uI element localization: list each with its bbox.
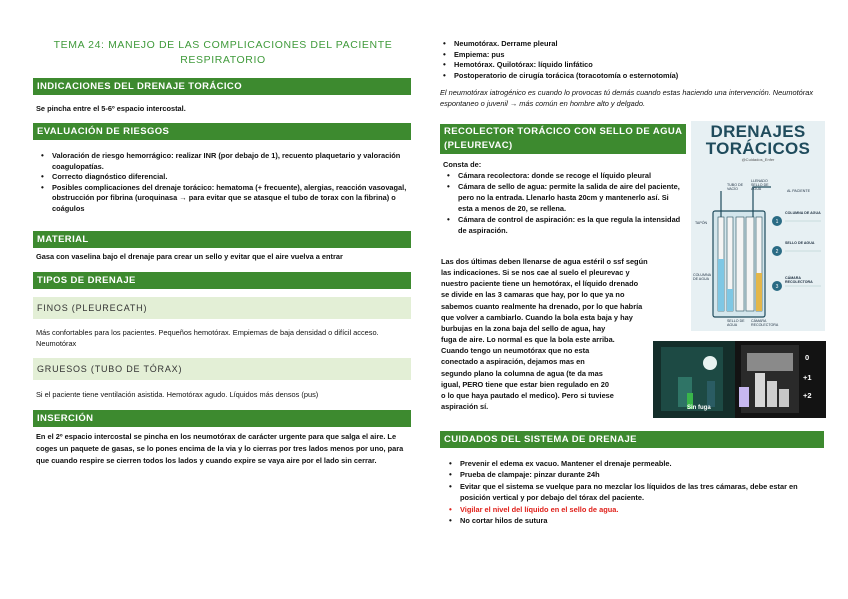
section-heading-recolector: RECOLECTOR TORÁCICO CON SELLO DE AGUA (PLEUREVAC) bbox=[440, 124, 686, 154]
section-heading-tipos: TIPOS DE DRENAJE bbox=[33, 272, 411, 289]
label-llenado-sello: LLENADO SELLO DE AGUA bbox=[751, 179, 769, 192]
cuidados-list bbox=[446, 458, 820, 526]
list-item: • Valoración de riesgo hemorrágico: realizar INR (por debajo de 1), recuento plaquetario y valoración coagulopatías. bbox=[38, 151, 408, 172]
scale-label-plus2: +2 bbox=[803, 391, 812, 400]
pleurevac-diagram bbox=[691, 121, 825, 331]
list-item: • Neumotórax. Derrame pleural bbox=[440, 39, 820, 50]
section-heading-riesgos: EVALUACIÓN DE RIESGOS bbox=[33, 123, 411, 140]
text-line: las indicaciones. Si se nos cae al suelo el pleurevac y bbox=[441, 268, 630, 278]
neumotorax-note: El neumotórax iatrogénico es cuando lo provocas tú demás cuando estas haciendo una intervención. Neumotórax espontaneo o juvenil → más común en hombre alto y delgado. bbox=[440, 88, 814, 108]
text-line: segundo plano la columna de agua (te da mas bbox=[441, 368, 603, 378]
pleurevac-photo bbox=[653, 341, 737, 418]
collector-chamber-1 bbox=[736, 217, 744, 311]
indicaciones-text: Se pincha entre el 5-6º espacio intercostal. bbox=[36, 104, 186, 113]
svg-text:1: 1 bbox=[775, 219, 779, 225]
camaras-list bbox=[444, 170, 684, 237]
list-item: • Cámara de sello de agua: permite la salida de aire del paciente, pero no la entrada. Llenarlo hasta 20cm y mantenerlo así. Si esta a menos de 20, se rellena. bbox=[444, 181, 684, 214]
list-item: • Empiema: pus bbox=[440, 50, 820, 61]
photo-caption: Sin fuga bbox=[687, 405, 711, 411]
text-line: nuestro paciente tiene un hemotórax, el líquido drenado bbox=[441, 279, 639, 289]
step-1-label: COLUMNA DE AGUA bbox=[785, 211, 821, 215]
label-tapon: TAPÓN bbox=[695, 221, 708, 225]
gruesos-text: Si el paciente tiene ventilación asistida. Hemotórax agudo. Líquidos más densos (pus) bbox=[36, 390, 319, 399]
text-line: Las dos últimas deben llenarse de agua estéril o ssf según bbox=[441, 257, 648, 266]
label-camara-recolectora: CÁMARA RECOLECTORA bbox=[751, 319, 779, 328]
text-line: conectado a aspiración, dejamos mas en bbox=[441, 357, 585, 367]
infographic-title-line1: DRENAJES bbox=[710, 122, 806, 141]
infographic-subtitle: @Cuidados_Enfer bbox=[741, 157, 775, 162]
list-item: • Cámara de control de aspiración: es la que regula la intensidad de aspiración. bbox=[444, 214, 684, 236]
seal-water bbox=[727, 289, 733, 311]
column-water bbox=[718, 259, 724, 311]
list-item: • Prevenir el edema ex vacuo. Mantener el drenaje permeable. bbox=[446, 458, 820, 469]
drenajes-toracicos-infographic bbox=[691, 121, 825, 331]
svg-text:2: 2 bbox=[775, 249, 779, 255]
riesgos-list bbox=[38, 151, 408, 215]
text-line: aspiración sí. bbox=[441, 402, 489, 412]
page-title: TEMA 24: MANEJO DE LAS COMPLICACIONES DEL PACIENTE RESPIRATORIO bbox=[53, 39, 393, 66]
text-line: Cuando tengo un neumotórax que no esta bbox=[441, 346, 590, 356]
label-sello-agua: SELLO DE AGUA bbox=[727, 319, 745, 328]
water-seal-photo bbox=[735, 341, 826, 418]
photo-dial bbox=[703, 356, 717, 370]
insercion-text: En el 2º espacio intercostal se pincha en los neumotórax de carácter urgente para que salga el aire. Le coges un paquete de gasas, se lo pones encima de la via y lo cierras por tres lados menos por uno, para que cuando respire se cierren todos los lados y cuando expire se vaya aire por el lado sin cerrar. bbox=[36, 432, 404, 466]
scale-label-0: 0 bbox=[805, 353, 810, 362]
text-line: sabemos cuanto realmente ha drenado, por lo que habría bbox=[441, 301, 643, 311]
list-item: • Cámara recolectora: donde se recoge el líquido pleural bbox=[444, 170, 684, 181]
label-al-paciente: AL PACIENTE bbox=[787, 189, 810, 193]
list-item: • Prueba de clampaje: pinzar durante 24h bbox=[446, 469, 820, 480]
subheading-gruesos: GRUESOS (TUBO DE TÓRAX) bbox=[33, 358, 411, 380]
scale-label-plus1: +1 bbox=[803, 373, 812, 382]
list-item: • Postoperatorio de cirugía torácica (toracotomía o esternotomía) bbox=[440, 71, 820, 82]
section-heading-indicaciones: INDICACIONES DEL DRENAJE TORÁCICO bbox=[33, 78, 411, 95]
list-item: • Evitar que el sistema se vuelque para no mezclar los líquidos de las tres cámaras, debe estar en posición vertical y por debajo del tórax del paciente. bbox=[446, 481, 820, 504]
subheading-finos: FINOS (PLEURECATH) bbox=[33, 297, 411, 319]
text-line: burbujas en la zona baja del sello de agua, hay bbox=[441, 323, 606, 333]
indicaciones-list bbox=[440, 39, 820, 81]
text-line: fuga de aire. Lo normal es que la bola este arriba. bbox=[441, 335, 615, 345]
label-tubo-vacio: TUBO DE VACÍO bbox=[727, 183, 743, 192]
text-line: que volver a cambiarlo. Cuando la bola esta baja y hay bbox=[441, 312, 633, 322]
text-line: o lo que haya pautado el medico). Pero si tuviese bbox=[441, 390, 614, 400]
finos-text: Más confortables para los pacientes. Pequeños hemotórax. Empiemas de baja densidad o difícil acceso. Neumotórax bbox=[36, 328, 379, 349]
consta-label: Consta de: bbox=[443, 160, 482, 169]
step-3-label: CÁMARA RECOLECTORA bbox=[785, 276, 813, 285]
step-2-label: SELLO DE AGUA bbox=[785, 241, 815, 245]
collected-fluid bbox=[756, 273, 762, 311]
section-heading-insercion: INSERCIÓN bbox=[33, 410, 411, 427]
collector-chamber-2 bbox=[746, 217, 754, 311]
list-item: • Hemotórax. Quilotórax: líquido linfático bbox=[440, 60, 820, 71]
list-item: • Posibles complicaciones del drenaje torácico: hematoma (+ frecuente), alergias, reacción vasovagal, obstrucción por fibrina (uroquinasa → para evitar que se atasque el tubo de torax con la fibrina) o coágulos bbox=[38, 183, 408, 215]
photo-illustration bbox=[735, 341, 826, 418]
list-item-highlight: • Vigilar el nivel del líquido en el sello de agua. bbox=[446, 504, 820, 515]
list-item: • Correcto diagnóstico diferencial. bbox=[38, 172, 408, 183]
section-heading-cuidados: CUIDADOS DEL SISTEMA DE DRENAJE bbox=[440, 431, 824, 448]
svg-text:3: 3 bbox=[775, 284, 779, 290]
infographic-title-line2: TORÁCICOS bbox=[705, 139, 811, 158]
material-text: Gasa con vaselina bajo el drenaje para crear un sello y evitar que el aire vuelva a entrar bbox=[36, 252, 343, 261]
text-line: igual, PERO tiene que estar bien regulado en 20 bbox=[441, 379, 609, 389]
section-heading-material: MATERIAL bbox=[33, 231, 411, 248]
text-line: se divide en las 3 camaras que hay, por lo que ya no bbox=[441, 290, 625, 300]
label-columna-agua: COLUMNA DE AGUA bbox=[693, 273, 711, 282]
list-item: • No cortar hilos de sutura bbox=[446, 515, 820, 526]
